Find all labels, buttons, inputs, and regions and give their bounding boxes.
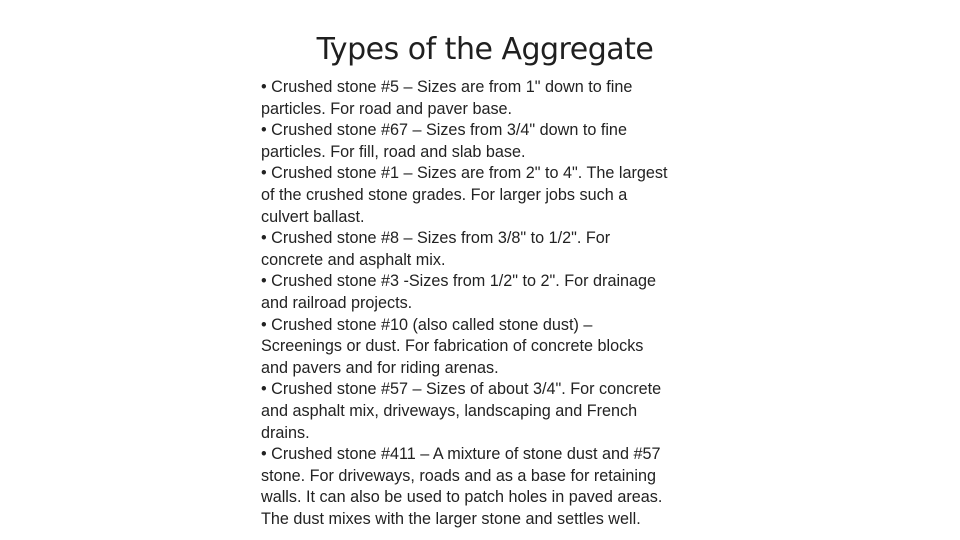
body-line: • Crushed stone #411 – A mixture of stone dust and #57 — [261, 445, 661, 464]
body-line: particles. For road and paver base. — [261, 99, 513, 118]
body-line: particles. For fill, road and slab base. — [261, 142, 526, 161]
body-line: and railroad projects. — [261, 293, 413, 312]
slide-title: Types of the Aggregate — [316, 32, 654, 67]
body-line: • Crushed stone #8 – Sizes from 3/8" to 1/2". For — [261, 229, 611, 248]
body-line: drains. — [261, 423, 310, 442]
body-line: • Crushed stone #3 -Sizes from 1/2" to 2". For drainage — [261, 272, 657, 291]
body-line: • Crushed stone #5 – Sizes are from 1" down to fine — [261, 78, 633, 96]
body-line: The dust mixes with the larger stone and settles well. — [261, 509, 641, 528]
body-line: • Crushed stone #10 (also called stone dust) – — [261, 315, 593, 334]
body-line: and asphalt mix, driveways, landscaping and French — [261, 401, 638, 420]
body-line: of the crushed stone grades. For larger jobs such a — [261, 185, 628, 204]
body-line: • Crushed stone #1 – Sizes are from 2" to 4". The largest — [261, 164, 668, 183]
body-line: concrete and asphalt mix. — [261, 250, 446, 269]
body-line: and pavers and for riding arenas. — [261, 358, 499, 377]
body-line: walls. It can also be used to patch holes in paved areas. — [261, 488, 663, 507]
body-line: • Crushed stone #57 – Sizes of about 3/4". For concrete — [261, 380, 662, 399]
body-line: Screenings or dust. For fabrication of concrete blocks — [261, 337, 644, 356]
body-line: • Crushed stone #67 – Sizes from 3/4" down to fine — [261, 121, 627, 140]
body-line: culvert ballast. — [261, 207, 365, 226]
slide-body — [261, 77, 719, 530]
body-line: stone. For driveways, roads and as a base for retaining — [261, 466, 657, 485]
